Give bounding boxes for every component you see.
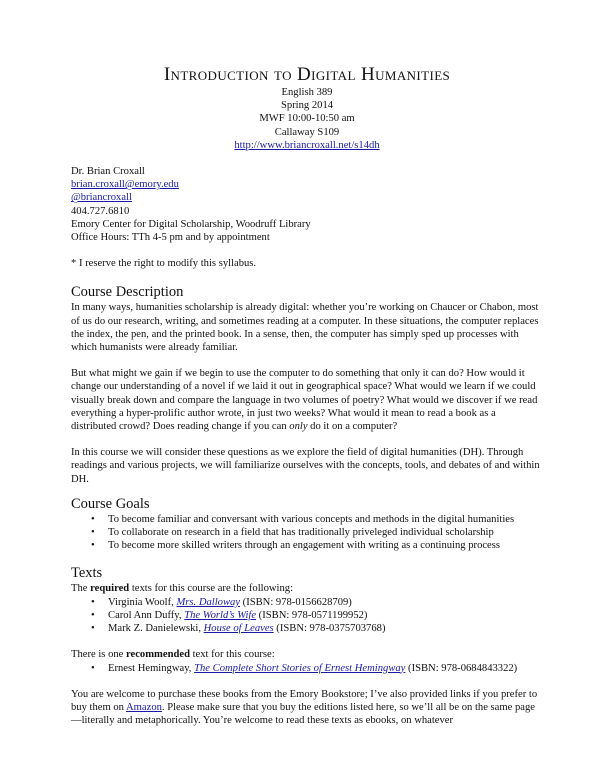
amazon-link[interactable]: Amazon xyxy=(126,701,162,713)
bullet-icon: • xyxy=(91,527,95,539)
bullet-icon: • xyxy=(91,609,95,621)
book-link-mrs-dalloway[interactable]: Mrs. Dalloway xyxy=(176,596,241,608)
course-description-heading: Course Description xyxy=(71,284,184,301)
instructor-block xyxy=(71,165,543,244)
bullet-icon: • xyxy=(91,596,95,608)
emphasis-only: only xyxy=(289,421,308,433)
required-text-item: • Virginia Woolf, Mrs. Dalloway (ISBN: 978-0156628709) xyxy=(91,596,352,608)
instructor-office: Emory Center for Digital Scholarship, Woodruff Library xyxy=(71,218,311,230)
goal-item: • To collaborate on research in a field that has traditionally priveleged individual scholarship xyxy=(91,527,494,539)
required-text-item: • Carol Ann Duffy, The World’s Wife (ISBN: 978-0571199952) xyxy=(91,609,368,621)
goals-list xyxy=(71,513,543,553)
page-content xyxy=(71,64,543,727)
bullet-icon: • xyxy=(91,623,95,635)
course-goals-heading: Course Goals xyxy=(71,495,150,512)
bullet-icon: • xyxy=(91,513,95,525)
bullet-icon: • xyxy=(91,662,95,674)
book-link-hemingway-stories[interactable]: The Complete Short Stories of Ernest Hemingway xyxy=(194,662,406,674)
recommended-texts-list xyxy=(71,662,543,675)
required-text-item: • Mark Z. Danielewski, House of Leaves (ISBN: 978-0375703768) xyxy=(91,623,386,635)
book-link-house-of-leaves[interactable]: House of Leaves xyxy=(203,623,274,635)
required-intro: The required texts for this course are the following: xyxy=(71,583,294,595)
course-room: Callaway S109 xyxy=(274,126,340,138)
recommended-intro: There is one recommended text for this course: xyxy=(71,649,275,661)
course-term: Spring 2014 xyxy=(280,100,334,112)
required-texts-list xyxy=(71,596,543,636)
description-paragraph-1: In many ways, humanities scholarship is already digital: whether you’re working on Chaucer or Chabon, most of us do our research, writing, and sometimes reading at a computer. In these situations, the computer replaces the index, the pen, and the printed book. In a sense, then, the computer has simply sped up processes with which humanists were already familiar. xyxy=(71,302,539,354)
recommended-text-item: • Ernest Hemingway, The Complete Short Stories of Ernest Hemingway (ISBN: 978-0684843322) xyxy=(91,662,518,674)
instructor-phone: 404.727.6810 xyxy=(71,205,130,217)
texts-heading: Texts xyxy=(71,565,103,582)
office-hours: Office Hours: TTh 4-5 pm and by appointment xyxy=(71,232,270,244)
course-url-line xyxy=(71,139,543,152)
page-title: Introduction to Digital Humanities xyxy=(163,64,451,85)
instructor-email-link[interactable]: brian.croxall@emory.edu xyxy=(71,179,179,191)
instructor-name: Dr. Brian Croxall xyxy=(71,166,145,178)
description-paragraph-2: But what might we gain if we begin to use the computer to do something that only it can do? How would it change our understanding of a novel if we laid it out in geographical space? What would we learn if we could visually break down and compare the language in two volumes of poetry? What would we discover if we read everything a hyper-prolific author wrote, in just two weeks? What would it mean to read a book as a distributed crowd? Does reading change if you can only do it on a computer? xyxy=(71,368,538,433)
book-link-worlds-wife[interactable]: The World’s Wife xyxy=(184,609,257,621)
purchase-paragraph: You are welcome to purchase these books from the Emory Bookstore; I’ve also provided links if you prefer to buy them on Amazon. Please make sure that you buy the editions listed here, so we’ll all be on the same page—literally and metaphorically. You’re welcome to read these texts as ebooks, on whatever xyxy=(71,688,538,727)
goal-item: • To become more skilled writers through an engagement with writing as a continuing process xyxy=(91,540,501,552)
course-code: English 389 xyxy=(281,87,333,98)
instructor-twitter-link[interactable]: @briancroxall xyxy=(71,192,132,204)
syllabus-note: * I reserve the right to modify this syllabus. xyxy=(71,258,257,270)
bullet-icon: • xyxy=(91,540,95,552)
course-url-link[interactable]: http://www.briancroxall.net/s14dh xyxy=(234,139,380,151)
course-schedule: MWF 10:00-10:50 am xyxy=(259,113,355,125)
description-paragraph-3: In this course we will consider these questions as we explore the field of digital humanities (DH). Through readings and various projects, we will familiarize ourselves with the concepts, tools, and debates of and within DH. xyxy=(71,447,540,485)
goal-item: • To become familiar and conversant with various concepts and methods in the digital humanities xyxy=(91,513,515,525)
